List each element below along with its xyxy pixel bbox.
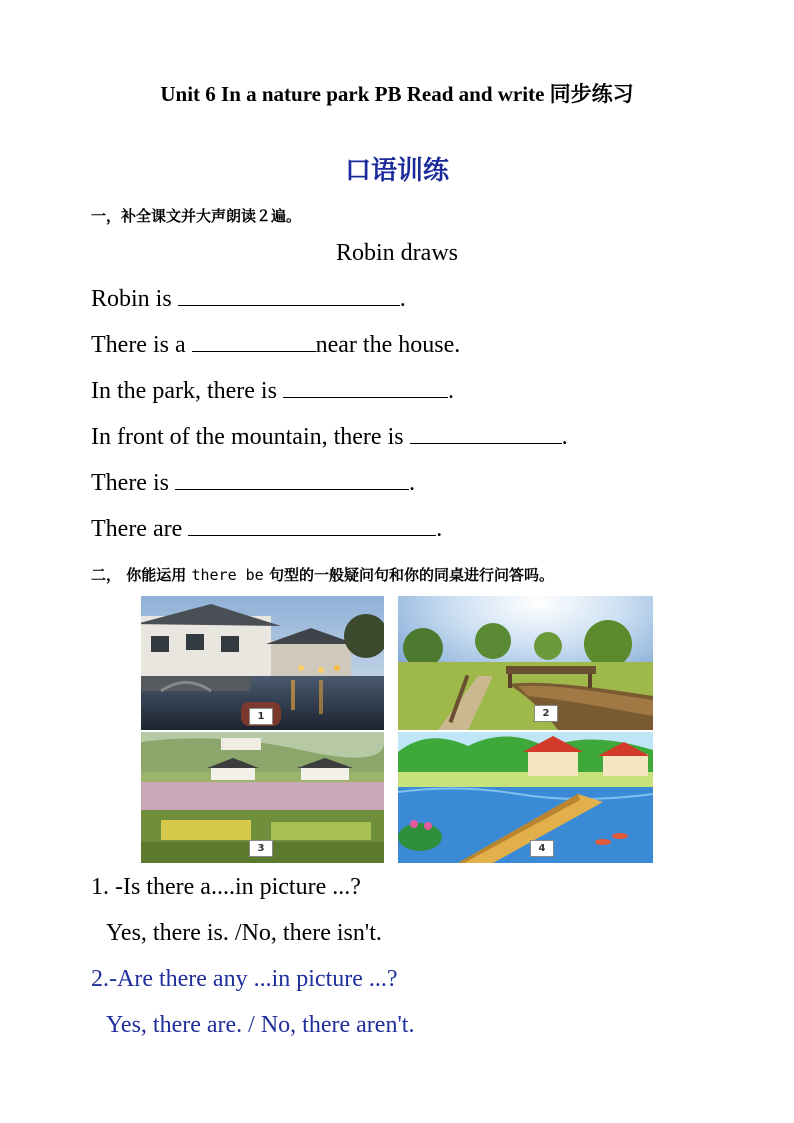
answer-blank[interactable] [175,469,409,490]
page-title: Unit 6 In a nature park PB Read and write 同步练习 [160,82,634,106]
picture-3 [141,732,384,863]
fill-line-text: There are [91,516,183,542]
answer-2: Yes, there are. / No, there aren't. [106,1012,415,1038]
fill-line-4 [91,423,568,451]
picture-2 [398,596,653,730]
question-1: 1. -Is there a....in picture ...? [91,874,361,900]
answer-blank[interactable] [192,331,316,352]
picture-number-badge: 3 [249,840,273,857]
fill-line-1 [91,285,406,313]
answer-1: Yes, there is. /No, there isn't. [106,920,382,946]
fill-line-text: Robin is [91,286,172,312]
fill-line-text: There is a [91,332,186,358]
fill-line-end: . [436,516,443,542]
picture-1 [141,596,384,730]
instruction-code: there be [191,566,264,584]
cartoon-river-image [398,732,653,863]
answer-blank[interactable] [178,285,400,306]
fill-line-text: In front of the mountain, there is [91,424,404,450]
fill-line-end: . [399,286,406,312]
part2-instruction [91,564,554,585]
fill-line-text: In the park, there is [91,378,277,404]
fill-line-end: near the house. [315,332,461,358]
answer-blank[interactable] [283,377,448,398]
part1-instruction: 一，补全课文并大声朗读２遍。 [91,207,302,225]
instruction-suffix: 句型的一般疑问句和你的同桌进行问答吗。 [268,566,554,584]
picture-4 [398,732,653,863]
picture-number-badge: 4 [530,840,554,857]
section-heading: 口语训练 [344,156,449,186]
fill-line-6 [91,515,442,543]
fill-line-2 [91,331,460,359]
answer-blank[interactable] [410,423,562,444]
fill-line-text: There is [91,470,169,496]
picture-grid [141,596,653,863]
fill-line-end: . [408,470,415,496]
instruction-prefix: 二， 你能运用 [91,566,187,584]
fill-line-end: . [561,424,568,450]
fill-line-3 [91,377,454,405]
fill-line-end: . [447,378,454,404]
bridge-park-image [398,596,653,730]
picture-number-badge: 1 [249,708,273,725]
question-2: 2.-Are there any ...in picture ...? [91,966,398,992]
fill-line-5 [91,469,415,497]
passage-title: Robin draws [336,240,458,266]
picture-number-badge: 2 [534,705,558,722]
answer-blank[interactable] [188,515,436,536]
